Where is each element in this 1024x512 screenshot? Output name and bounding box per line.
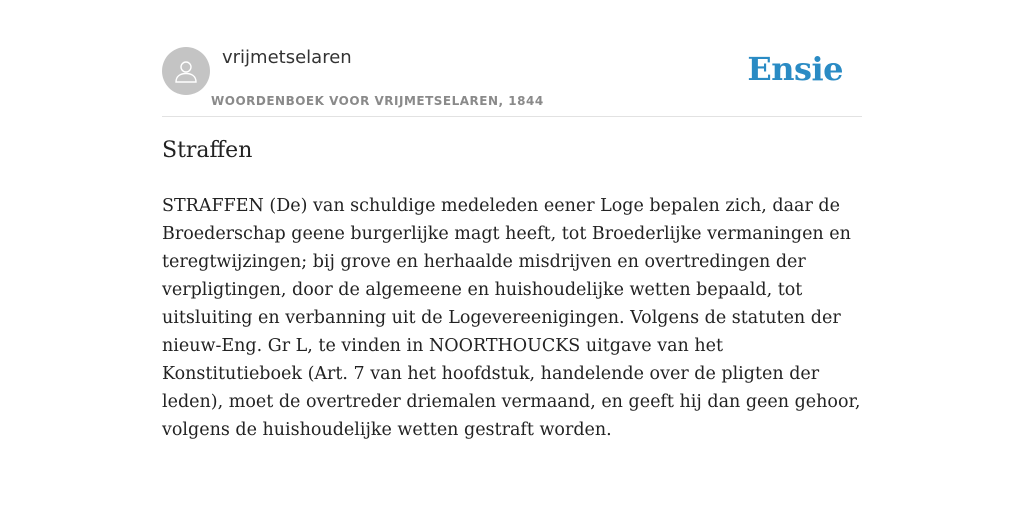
entry-title: Straffen [162,138,253,163]
source-label: WOORDENBOEK VOOR VRIJMETSELAREN, 1844 [211,94,544,108]
entry-body: STRAFFEN (De) van schuldige medeleden eener Loge bepalen zich, daar de Broederschap geene burgerlijke magt heeft, tot Broederlijke vermaningen en teregtwijzingen; bij grove en herhaalde misdrijven en overtredingen der verpligtingen, door de algemeene en huishoudelijke wetten bepaald, tot uitsluiting en verbanning uit de Logevereenigingen. Volgens de statuten der nieuw-Eng. Gr L, te vinden in NOORTHOUCKS uitgave van het Konstitutieboek (Art. 7 van het hoofdstuk, handelende over de pligten der leden), moet de overtreder driemalen vermaand, en geeft hij dan geen gehoor, volgens de huishoudelijke wetten gestraft worden. [162,196,861,440]
author-username-link[interactable]: vrijmetselaren [222,47,352,68]
entry-header [162,44,862,117]
avatar[interactable] [162,47,210,95]
ensie-logo-link[interactable]: Ensie [747,50,843,88]
user-silhouette-icon [172,57,200,85]
